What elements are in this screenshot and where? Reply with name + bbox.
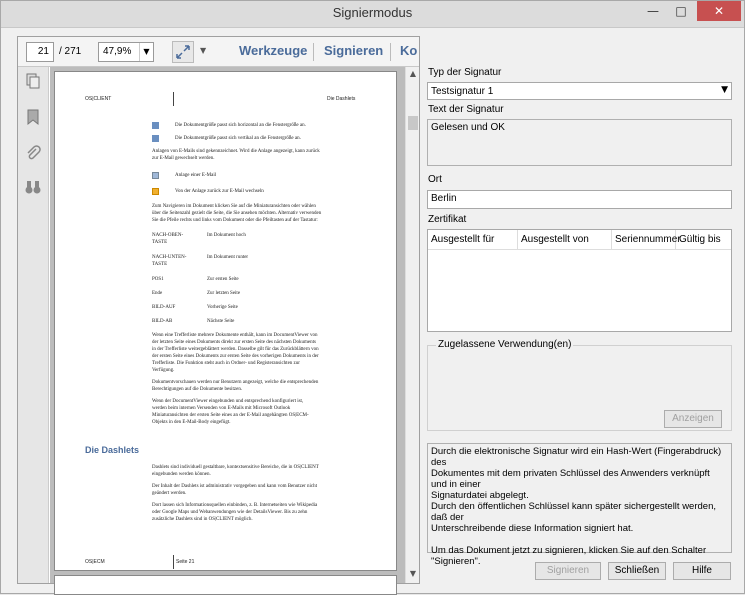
key-desc: Im Dokument hoch xyxy=(207,233,246,238)
back-to-email-icon xyxy=(152,188,159,195)
email-attachment-icon xyxy=(152,172,159,179)
info-line: Um das Dokument jetzt zu signieren, klicken Sie auf den Schalter "Signieren". xyxy=(431,545,707,567)
column-header[interactable]: Gültig bis xyxy=(676,230,731,250)
hilfe-button[interactable]: Hilfe xyxy=(673,562,731,580)
page-line: werden beim internen Versenden von E-Mails mit Microsoft Outlook xyxy=(152,406,291,411)
viewer-sidebar xyxy=(18,67,49,583)
page-line: Anlage einer E-Mail xyxy=(175,173,217,178)
page-line: Wenn der DocumentViewer eingebunden und entsprechend konfiguriert ist, xyxy=(152,399,304,404)
viewer-toolbar xyxy=(18,37,419,67)
column-header[interactable]: Seriennummer xyxy=(612,230,676,250)
document-area[interactable] xyxy=(50,67,405,583)
scroll-thumb[interactable] xyxy=(408,116,418,130)
zoom-select[interactable] xyxy=(98,42,154,62)
window-title: Signiermodus xyxy=(332,5,413,20)
info-line: Signaturdatei abgelegt. xyxy=(431,490,529,501)
key-name: Ende xyxy=(152,291,163,296)
more-options-icon[interactable]: ▼ xyxy=(200,46,207,55)
page-line: oder Google Maps und Webanwendungen wie der DetailsViewer. Bis zu zehn xyxy=(152,510,308,515)
page-line: geändert werden. xyxy=(152,491,187,496)
page-header-right: Die Dashlets xyxy=(327,96,356,102)
fit-width-icon xyxy=(152,122,159,129)
header-divider xyxy=(173,92,174,106)
bookmark-icon[interactable] xyxy=(25,109,41,125)
document-page xyxy=(54,71,397,571)
menu-werkzeuge[interactable]: Werkzeuge xyxy=(239,43,308,58)
page-line: Verfügung. xyxy=(152,368,175,373)
signature-text-field[interactable]: Gelesen und OK xyxy=(427,119,732,166)
signature-type-value: Testsignatur 1 xyxy=(431,86,494,97)
column-header[interactable]: Ausgestellt für xyxy=(428,230,518,250)
key-desc: Zur ersten Seite xyxy=(207,277,239,282)
page-line: eingebunden werden können. xyxy=(152,472,211,477)
page-line: Von der Anlage zurück zur E-Mail wechseln xyxy=(175,189,264,194)
page-line: der ersten Seite eines Dokuments zur ersten Seite des vorherigen Dokuments in der xyxy=(152,354,319,359)
next-page-preview xyxy=(54,575,397,595)
info-line xyxy=(431,534,728,545)
info-text xyxy=(427,443,732,567)
scroll-down-icon[interactable]: ▼ xyxy=(409,569,417,578)
page-line: zur E-Mail gewechselt werden. xyxy=(152,156,215,161)
schliessen-button[interactable]: Schließen xyxy=(608,562,666,580)
section-heading: Die Dashlets xyxy=(85,445,140,455)
page-line: Sie die Pfeile rechts und links vom Dokument oder die Pfeiltasten auf der Tastatur: xyxy=(152,218,318,223)
expand-arrows-icon xyxy=(176,45,190,59)
info-line: Durch die elektronische Signatur wird ein Hash-Wert (Fingerabdruck) des xyxy=(431,446,722,468)
page-line: der letzten Seite eines Dokuments direkt zur ersten Seite des nächsten Dokuments xyxy=(152,340,316,345)
page-header-left: OS|CLIENT xyxy=(85,96,112,102)
key-name: TASTE xyxy=(152,240,168,245)
signieren-button[interactable]: Signieren xyxy=(535,562,601,580)
key-name: NACH-OBEN- xyxy=(152,233,184,238)
close-button[interactable]: ✕ xyxy=(697,1,741,21)
page-footer-left: OS|ECM xyxy=(85,559,105,565)
page-line: Dort lassen sich Informationsquellen einbinden, z. B. Internetseiten wie Wikipedia xyxy=(152,503,318,508)
zertifikat-label: Zertifikat xyxy=(428,214,467,225)
anzeigen-button[interactable]: Anzeigen xyxy=(664,410,722,428)
page-total: / 271 xyxy=(59,46,82,57)
key-name: POS1 xyxy=(152,277,164,282)
ort-label: Ort xyxy=(428,174,442,185)
page-line: Der Inhalt der Dashlets ist administrativ vorgegeben und kann vom Benutzer nicht xyxy=(152,484,318,489)
vertical-scrollbar[interactable] xyxy=(405,67,419,583)
page-line: Dashlets sind individuell gestaltbare, kontextsensitive Bereiche, die in OS|CLIENT xyxy=(152,465,319,470)
fit-height-icon xyxy=(152,135,159,142)
toolbar-divider xyxy=(390,43,391,61)
certificate-table[interactable] xyxy=(427,229,732,332)
footer-divider xyxy=(173,555,174,569)
toolbar-divider xyxy=(313,43,314,61)
page-line: Objekts in den E-Mail-Body eingefügt. xyxy=(152,420,231,425)
zoom-value: 47,9% xyxy=(103,46,132,57)
menu-signieren[interactable]: Signieren xyxy=(324,43,384,58)
column-header[interactable]: Ausgestellt von xyxy=(518,230,612,250)
key-desc: Im Dokument runter xyxy=(207,255,249,260)
binoculars-icon[interactable] xyxy=(25,179,41,195)
page-line: Anlagen von E-Mails sind gekennzeichnet. Wird die Anlage angezeigt, kann zurück xyxy=(152,149,320,154)
signature-type-select[interactable] xyxy=(427,82,732,100)
info-line: Durch den öffentlichen Schlüssel kann später sichergestellt werden, daß der xyxy=(431,501,716,523)
document-viewer xyxy=(17,36,420,584)
scroll-up-icon[interactable]: ▲ xyxy=(409,69,417,78)
chevron-down-icon[interactable]: ▼ xyxy=(139,43,153,61)
page-line: Dokumentvorschauen werden nur Benutzern angezeigt, welche die entsprechenden xyxy=(152,380,319,385)
key-name: BILD-AUF xyxy=(152,305,176,310)
page-line: über die Seitenzahl gezielt die Seite, die Sie ansehen möchten. Alternativ verwenden xyxy=(152,211,322,216)
key-name: TASTE xyxy=(152,262,168,267)
page-line: Zum Navigieren im Dokument klicken Sie auf die Miniaturansichten oder wählen xyxy=(152,204,316,209)
attachment-icon[interactable] xyxy=(25,145,41,161)
page-line: Berechtigungen auf die Dokumente besitzen. xyxy=(152,387,243,392)
pages-icon[interactable] xyxy=(25,73,41,89)
key-desc: Vorherige Seite xyxy=(207,305,238,310)
page-line: zusätzliche Dashlets sind in OS|CLIENT möglich. xyxy=(152,517,253,522)
page-number-input[interactable]: 21 xyxy=(26,42,54,62)
page-line: in der Trefferliste weitergeblättert werden. Dasselbe gilt für das Zurückblättern von xyxy=(152,347,319,352)
page-line: Die Dokumentgröße passt sich vertikal an die Fenstergröße an. xyxy=(175,136,301,141)
page-line: Miniaturansichten der ersten Seite eines an der E-Mail angehängten OS|ECM- xyxy=(152,413,309,418)
key-desc: Nächste Seite xyxy=(207,319,235,324)
text-label: Text der Signatur xyxy=(428,104,504,115)
minimize-button[interactable]: — xyxy=(647,4,659,18)
typ-label: Typ der Signatur xyxy=(428,67,502,78)
key-name: BILD-AB xyxy=(152,319,173,324)
key-desc: Zur letzten Seite xyxy=(207,291,241,296)
info-line: Unterschreibende diese Information signiert hat. xyxy=(431,523,634,534)
info-line: Dokumentes mit dem privaten Schlüssel des Anwenders verknüpft und in einer xyxy=(431,468,710,490)
location-input[interactable]: Berlin xyxy=(427,190,732,209)
title-bar xyxy=(1,1,744,28)
usage-legend: Zugelassene Verwendung(en) xyxy=(438,339,572,350)
page-footer-right: Seite 21 xyxy=(176,559,195,565)
page-line: Die Dokumentgröße passt sich horizontal an die Fenstergröße an. xyxy=(175,123,306,128)
page-line: Trefferliste. Die Funktion steht auch in Ordner- und Registeransichten zur xyxy=(152,361,300,366)
key-name: NACH-UNTEN- xyxy=(152,255,187,260)
usage-group xyxy=(427,339,732,431)
page-line: Wenn eine Trefferliste mehrere Dokumente enthält, kann im DocumentViewer von xyxy=(152,333,318,338)
menu-more[interactable]: Ko xyxy=(400,43,418,58)
maximize-button[interactable]: □ xyxy=(675,4,687,18)
chevron-down-icon: ▼ xyxy=(721,85,728,95)
fit-page-button[interactable] xyxy=(172,41,194,63)
